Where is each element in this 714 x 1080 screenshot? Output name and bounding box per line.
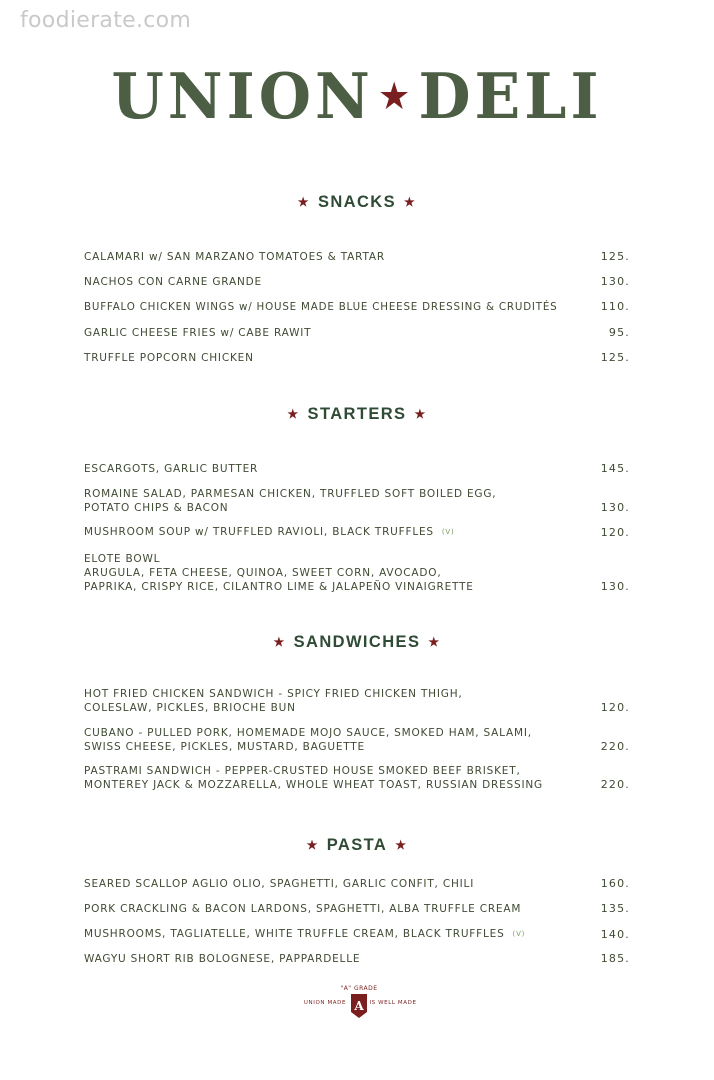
- item-name: PORK CRACKLING & BACON LARDONS, SPAGHETTI, ALBA TRUFFLE CREAM: [84, 903, 522, 915]
- item-price: 125.: [600, 351, 630, 364]
- star-icon: ★: [306, 838, 319, 852]
- section-title-text: SANDWICHES: [293, 633, 421, 651]
- watermark-text: foodierate.com: [20, 8, 192, 33]
- item-price: 130.: [600, 275, 630, 288]
- item-price: 220.: [600, 778, 630, 791]
- menu-item: [84, 902, 630, 916]
- logo-star-icon: ★: [379, 75, 413, 116]
- item-price: 220.: [600, 740, 630, 753]
- item-name: WAGYU SHORT RIB BOLOGNESE, PAPPARDELLE: [84, 953, 361, 965]
- item-price: 130.: [600, 580, 630, 593]
- item-name: ESCARGOTS, GARLIC BUTTER: [84, 463, 259, 475]
- star-icon: ★: [404, 195, 417, 209]
- emblem-badge-letter: A: [354, 999, 364, 1013]
- a-grade-emblem: [297, 982, 421, 1022]
- item-name: CALAMARI w/ SAN MARZANO TOMATOES & TARTAR: [84, 251, 385, 263]
- menu-item: [84, 351, 630, 365]
- menu-item: [84, 326, 630, 340]
- item-name: SEARED SCALLOP AGLIO OLIO, SPAGHETTI, GARLIC CONFIT, CHILI: [84, 878, 475, 890]
- section-title-text: SNACKS: [317, 193, 397, 211]
- menu-item: [84, 552, 630, 594]
- menu-item: [84, 525, 630, 540]
- item-name: CUBANO - PULLED PORK, HOMEMADE MOJO SAUCE, SMOKED HAM, SALAMI, SWISS CHEESE, PICKLES, MUSTARD, BAGUETTE: [84, 727, 532, 753]
- menu-item: [84, 687, 630, 715]
- star-icon: ★: [414, 407, 427, 421]
- section-title-pasta: [0, 836, 714, 855]
- item-price: 135.: [600, 902, 630, 915]
- vegetarian-badge: (V): [441, 528, 455, 536]
- item-price: 95.: [608, 326, 630, 339]
- item-name: HOT FRIED CHICKEN SANDWICH - SPICY FRIED CHICKEN THIGH, COLESLAW, PICKLES, BRIOCHE BUN: [84, 688, 463, 714]
- logo-word-right: DELI: [418, 60, 603, 134]
- emblem-top-text: "A" GRADE: [340, 985, 378, 992]
- menu-item: [84, 764, 630, 792]
- section-title-sandwiches: [0, 633, 714, 652]
- menu-item: [84, 927, 630, 942]
- star-icon: ★: [395, 838, 408, 852]
- item-name: GARLIC CHEESE FRIES w/ CABE RAWIT: [84, 327, 312, 339]
- item-price: 160.: [600, 877, 630, 890]
- menu-item: [84, 300, 630, 314]
- emblem-right-text: IS WELL MADE: [369, 1000, 417, 1006]
- vegetarian-badge: (V): [512, 930, 526, 938]
- emblem-left-text: UNION MADE: [303, 1000, 347, 1006]
- logo-word-left: UNION: [111, 60, 374, 134]
- item-price: 125.: [600, 250, 630, 263]
- section-title-starters: [0, 405, 714, 424]
- star-icon: ★: [428, 635, 441, 649]
- menu-item: [84, 877, 630, 891]
- section-title-snacks: [0, 193, 714, 212]
- star-icon: ★: [287, 407, 300, 421]
- section-title-text: STARTERS: [307, 405, 407, 423]
- menu-item: [84, 462, 630, 476]
- star-icon: ★: [297, 195, 310, 209]
- item-name: ROMAINE SALAD, PARMESAN CHICKEN, TRUFFLED SOFT BOILED EGG, POTATO CHIPS & BACON: [84, 488, 497, 514]
- section-title-text: PASTA: [326, 836, 388, 854]
- item-price: 120.: [600, 701, 630, 714]
- item-name: MUSHROOM SOUP w/ TRUFFLED RAVIOLI, BLACK TRUFFLES: [84, 526, 434, 538]
- menu-item: [84, 726, 630, 754]
- menu-item: [84, 952, 630, 966]
- star-icon: ★: [273, 635, 286, 649]
- item-price: 120.: [600, 526, 630, 539]
- item-price: 140.: [600, 928, 630, 941]
- item-name: ELOTE BOWL ARUGULA, FETA CHEESE, QUINOA, SWEET CORN, AVOCADO, PAPRIKA, CRISPY RICE, CILANTRO LIME & JALAPEÑO VINAIGRETTE: [84, 553, 474, 593]
- item-name: TRUFFLE POPCORN CHICKEN: [84, 352, 254, 364]
- item-name: BUFFALO CHICKEN WINGS w/ HOUSE MADE BLUE CHEESE DRESSING & CRUDITÉS: [84, 301, 558, 313]
- item-price: 110.: [600, 300, 630, 313]
- item-price: 145.: [600, 462, 630, 475]
- item-price: 185.: [600, 952, 630, 965]
- menu-item: [84, 250, 630, 264]
- union-deli-logo: [0, 60, 714, 134]
- item-name: MUSHROOMS, TAGLIATELLE, WHITE TRUFFLE CREAM, BLACK TRUFFLES: [84, 928, 505, 940]
- item-price: 130.: [600, 501, 630, 514]
- menu-item: [84, 487, 630, 515]
- item-name: PASTRAMI SANDWICH - PEPPER-CRUSTED HOUSE SMOKED BEEF BRISKET, MONTEREY JACK & MOZZARELLA, WHOLE WHEAT TOAST, RUSSIAN DRESSING: [84, 765, 543, 791]
- item-name: NACHOS CON CARNE GRANDE: [84, 276, 262, 288]
- menu-item: [84, 275, 630, 289]
